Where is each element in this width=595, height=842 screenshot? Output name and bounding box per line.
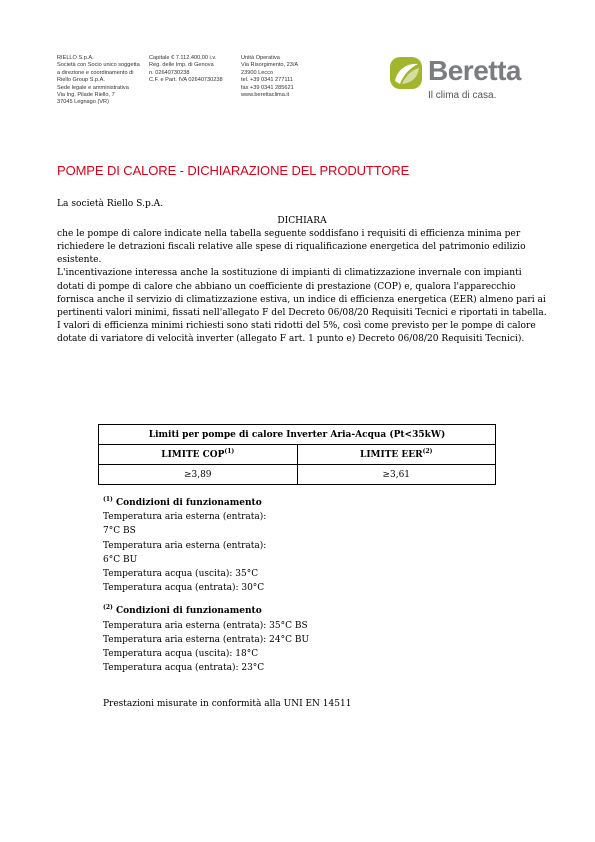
- registration-line: C.F. e Part. IVA 02640730238: [149, 77, 223, 84]
- company-registration-block: [149, 55, 223, 85]
- address-line: Via Ing. Pilade Riello, 7: [57, 92, 115, 99]
- operating-line: fax +39 0341 285621: [241, 84, 294, 91]
- condition-line: Temperatura acqua (entrata): 23°C: [103, 663, 265, 674]
- brand-name: Beretta: [428, 55, 521, 86]
- condition-line: Temperatura acqua (uscita): 18°C: [103, 649, 259, 660]
- condition-line: Temperatura aria esterna (entrata): 35°C BS: [103, 620, 308, 631]
- company-address-block: [57, 55, 140, 107]
- operating-line: www.berettaclima.it: [241, 92, 290, 99]
- registration-line: n. 02640730238: [149, 69, 190, 76]
- operating-conditions: [103, 496, 351, 712]
- compliance-statement: Prestazioni misurate in conformità alla UNI EN 14511: [103, 699, 352, 710]
- address-line: a direzione e coordinamento di: [57, 69, 134, 76]
- limits-table: [98, 424, 496, 485]
- address-line: Sede legale e amministrativa: [57, 84, 129, 91]
- address-line: Società con Socio unico soggetta: [57, 62, 140, 69]
- operating-line: 23900 Lecco: [241, 69, 274, 76]
- condition-line: 7°C BS: [103, 526, 136, 537]
- beretta-logo: [388, 55, 538, 105]
- paragraph-requirements: che le pompe di calore indicate nella tabella seguente soddisfano i requisiti di efficienza minima per richiedere le detrazioni fiscali relative alle spese di riqualificazione energetica del patrimonio edilizio esistente.: [57, 229, 526, 266]
- beretta-leaf-icon: [388, 55, 424, 91]
- conditions-heading-1: $^{(1)}$ Condizioni di funzionamento: [103, 496, 262, 508]
- registration-line: Reg. delle Imp. di Genova: [149, 62, 214, 69]
- operating-line: Via Risorgimento, 23/A: [241, 62, 299, 69]
- operating-unit-block: [241, 55, 298, 99]
- paragraph-incentive: L'incentivazione interessa anche la sostituzione di impianti di climatizzazione invernale con impianti dotati di pompe di calore che abbiano un coefficiente di prestazione (COP) e, qualora l'apparecchio fornisca anche il servizio di climatizzazione estiva, un indice di efficienza energetica (EER) almeno pari ai pertinenti valori minimi, fissati nell'allegato F del Decreto 06/08/20 Requisiti Tecnici e riportati in tabella.: [57, 268, 547, 318]
- eer-value: ≥3,61: [297, 465, 496, 485]
- address-line: Riello Group S.p.A.: [57, 77, 105, 84]
- condition-line: Temperatura acqua (uscita): 35°C: [103, 569, 259, 580]
- brand-tagline: Il clima di casa.: [428, 90, 497, 101]
- page-title: POMPE DI CALORE - DICHIARAZIONE DEL PRODUTTORE: [57, 163, 410, 178]
- conditions-heading-2: $^{(2)}$ Condizioni di funzionamento: [103, 604, 262, 617]
- cop-header: LIMITE COP$^{(1)}$: [99, 445, 298, 465]
- registration-line: Capitale € 7.112.400,00 i.v.: [149, 55, 217, 61]
- condition-line: Temperatura acqua (entrata): 30°C: [103, 583, 265, 594]
- address-line: 37045 Legnago (VR): [57, 99, 109, 106]
- operating-line: tel. +39 0341 277111: [241, 77, 293, 84]
- declares-heading: DICHIARA: [277, 216, 327, 227]
- declaration-body: [57, 198, 547, 346]
- condition-line: Temperatura aria esterna (entrata): 24°C BU: [103, 634, 310, 645]
- table-title: Limiti per pompe di calore Inverter Aria-Acqua (Pt<35kW): [99, 425, 496, 445]
- condition-line: Temperatura aria esterna (entrata):: [103, 512, 267, 523]
- condition-line: 6°C BU: [103, 554, 138, 565]
- condition-line: Temperatura aria esterna (entrata):: [103, 540, 267, 551]
- eer-header: LIMITE EER$^{(2)}$: [297, 445, 496, 465]
- address-line: RIELLO S.p.A.: [57, 55, 94, 61]
- company-statement: La società Riello S.p.A.: [57, 199, 164, 209]
- paragraph-reduction: I valori di efficienza minimi richiesti sono stati ridotti del 5%, così come previsto per le pompe di calore dotate di variatore di velocità inverter (allegato F art. 1 punto e) Decreto 06/08/20 Requisiti Tecnici).: [57, 320, 536, 344]
- cop-value: ≥3,89: [99, 465, 298, 485]
- operating-line: Unità Operativa: [241, 55, 280, 61]
